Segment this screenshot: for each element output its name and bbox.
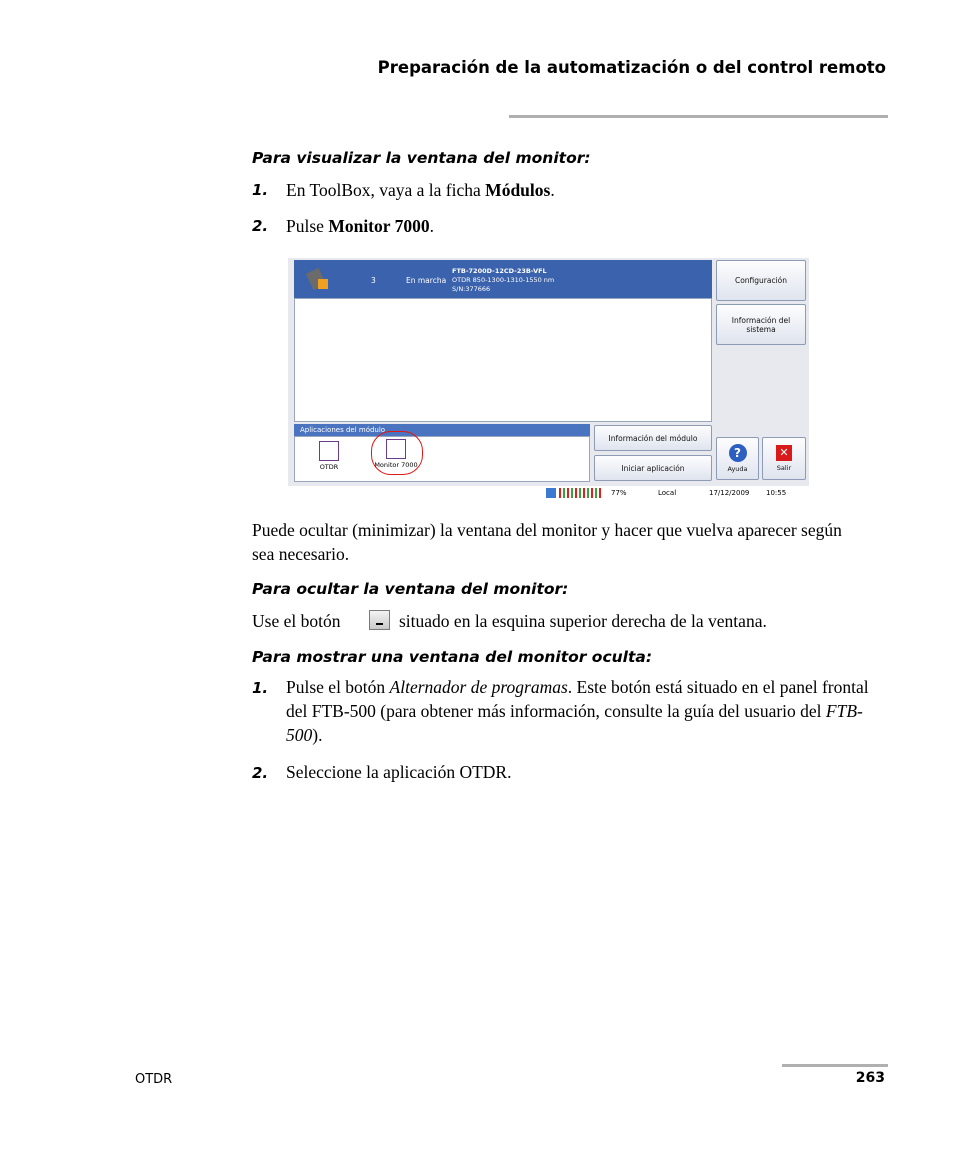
module-icon [306, 266, 330, 292]
module-serial: S/N:377666 [452, 285, 491, 293]
monitor-app-icon [386, 439, 406, 459]
battery-level: 77% [611, 489, 627, 497]
apps-header: Aplicaciones del módulo [294, 424, 590, 436]
help-button[interactable]: ? Ayuda [716, 437, 759, 480]
minimize-icon [369, 610, 390, 630]
step-text: Pulse el botón Alternador de programas. Este botón está situado en el panel frontal del FTB-500 (para obtener más información, consulte la guía del usuario del FTB-500). [286, 677, 869, 745]
control-mode: Local [658, 489, 677, 497]
battery-meter [559, 488, 603, 498]
header-rule [509, 115, 888, 118]
module-model: FTB-7200D-12CD-23B-VFL [452, 267, 547, 275]
hide-instruction-end: situado en la esquina superior derecha de la ventana. [399, 611, 767, 631]
config-button[interactable]: Configuración [716, 260, 806, 301]
close-icon: ✕ [776, 445, 792, 461]
step-number: 2. [252, 764, 269, 782]
step-number: 1. [252, 679, 269, 697]
exit-button[interactable]: ✕ Salir [762, 437, 806, 480]
help-icon: ? [729, 444, 747, 462]
section-heading-view: Para visualizar la ventana del monitor: [252, 149, 591, 167]
module-slot: 3 [371, 276, 376, 285]
network-icon [546, 488, 556, 498]
module-screenshot [288, 258, 809, 500]
start-app-button[interactable]: Iniciar aplicación [594, 455, 712, 481]
step-text: Seleccione la aplicación OTDR. [286, 762, 512, 782]
section-heading-hide: Para ocultar la ventana del monitor: [252, 580, 569, 598]
sysinfo-button[interactable]: Información del sistema [716, 304, 806, 345]
step-text: Pulse Monitor 7000. [286, 216, 434, 236]
status-bar [288, 486, 809, 500]
app-otdr[interactable]: OTDR [315, 441, 343, 471]
footer-label: OTDR [135, 1072, 173, 1087]
hide-instruction-start: Use el botón [252, 611, 341, 631]
module-state: En marcha [406, 276, 447, 285]
module-panel [294, 298, 712, 422]
otdr-app-icon [319, 441, 339, 461]
footer-rule [782, 1064, 888, 1067]
step-text: En ToolBox, vaya a la ficha Módulos. [286, 180, 555, 200]
status-time: 10:55 [766, 489, 787, 497]
running-header: Preparación de la automatización o del control remoto [377, 58, 886, 77]
step-number: 2. [252, 217, 269, 235]
module-bar [294, 260, 712, 298]
section-heading-show: Para mostrar una ventana del monitor oculta: [252, 648, 653, 666]
app-monitor-7000[interactable]: Monitor 7000 [373, 439, 419, 469]
page-number: 263 [855, 1070, 885, 1086]
status-date: 17/12/2009 [709, 489, 750, 497]
module-wavelengths: OTDR 850-1300-1310-1550 nm [452, 276, 555, 284]
module-info-button[interactable]: Información del módulo [594, 425, 712, 451]
apps-panel [294, 436, 590, 482]
step-number: 1. [252, 181, 269, 199]
paragraph: Puede ocultar (minimizar) la ventana del monitor y hacer que vuelva aparecer según sea necesario. [252, 520, 842, 564]
